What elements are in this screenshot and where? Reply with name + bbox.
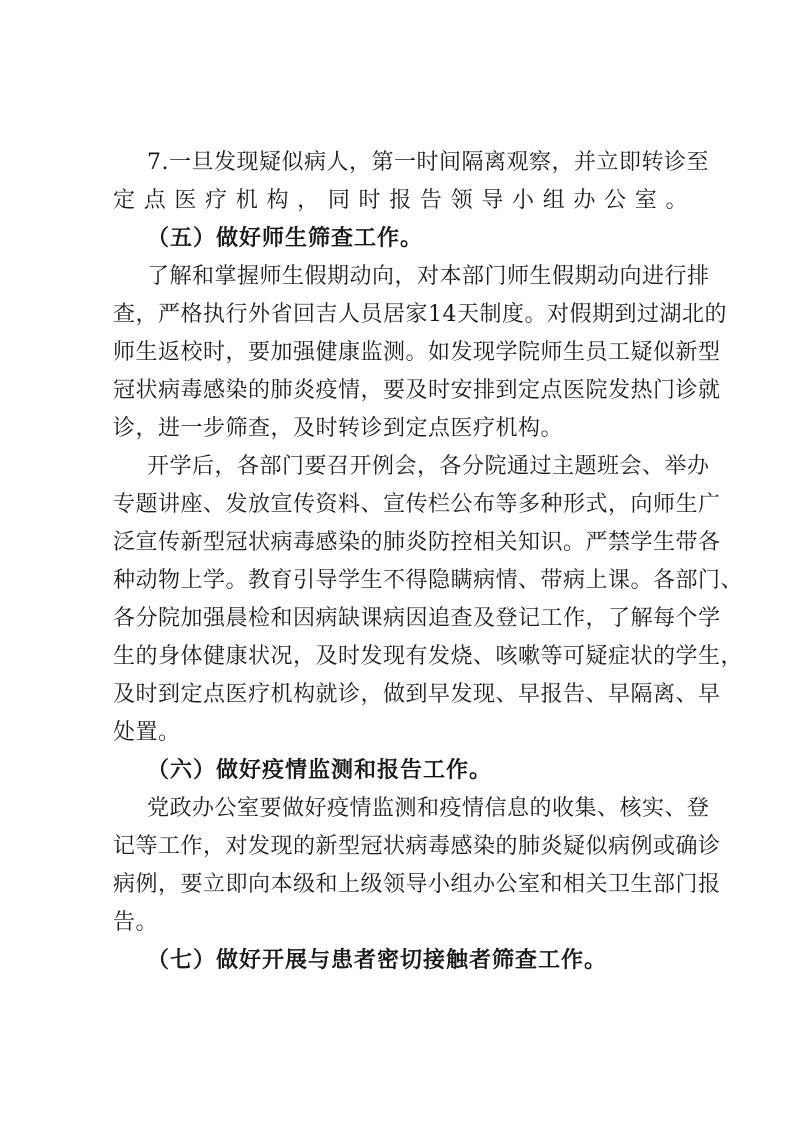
- paragraph-line: 师生返校时，要加强健康监测。如发现学院师生员工疑似新型: [113, 340, 721, 365]
- paragraph-line: 处置。: [113, 720, 181, 745]
- paragraph-line: 及时到定点医疗机构就诊，做到早发现、早报告、早隔离、早: [113, 682, 721, 707]
- paragraph-line: 党政办公室要做好疫情监测和疫情信息的收集、核实、登: [147, 796, 710, 821]
- paragraph-line: 告。: [113, 910, 159, 935]
- paragraph-line: 7.一旦发现疑似病人，第一时间隔离观察，并立即转诊至: [147, 150, 709, 175]
- paragraph-line: 冠状病毒感染的肺炎疫情，要及时安排到定点医院发热门诊就: [113, 378, 721, 403]
- paragraph-line: 查，严格执行外省回吉人员居家14天制度。对假期到过湖北的: [113, 302, 727, 327]
- paragraph-line: 生的身体健康状况，及时发现有发烧、咳嗽等可疑症状的学生，: [113, 644, 744, 669]
- section-heading: （七）做好开展与患者密切接触者筛查工作。: [147, 948, 608, 973]
- paragraph-line: 专题讲座、发放宣传资料、宣传栏公布等多种形式，向师生广: [113, 492, 721, 517]
- paragraph-line: 定点医疗机构，同时报告领导小组办公室。: [113, 188, 688, 213]
- section-heading: （五）做好师生筛查工作。: [147, 226, 424, 251]
- section-heading: （六）做好疫情监测和报告工作。: [147, 758, 493, 783]
- paragraph-line: 种动物上学。教育引导学生不得隐瞒病情、带病上课。各部门、: [113, 568, 744, 593]
- paragraph-line: 病例，要立即向本级和上级领导小组办公室和相关卫生部门报: [113, 872, 721, 897]
- paragraph-line: 诊，进一步筛查，及时转诊到定点医疗机构。: [113, 416, 564, 441]
- paragraph-line: 了解和掌握师生假期动向，对本部门师生假期动向进行排: [147, 264, 710, 289]
- paragraph-line: 泛宣传新型冠状病毒感染的肺炎防控相关知识。严禁学生带各: [113, 530, 721, 555]
- paragraph-line: 记等工作，对发现的新型冠状病毒感染的肺炎疑似病例或确诊: [113, 834, 721, 859]
- paragraph-line: 各分院加强晨检和因病缺课病因追查及登记工作，了解每个学: [113, 606, 721, 631]
- paragraph-line: 开学后，各部门要召开例会，各分院通过主题班会、举办: [147, 454, 710, 479]
